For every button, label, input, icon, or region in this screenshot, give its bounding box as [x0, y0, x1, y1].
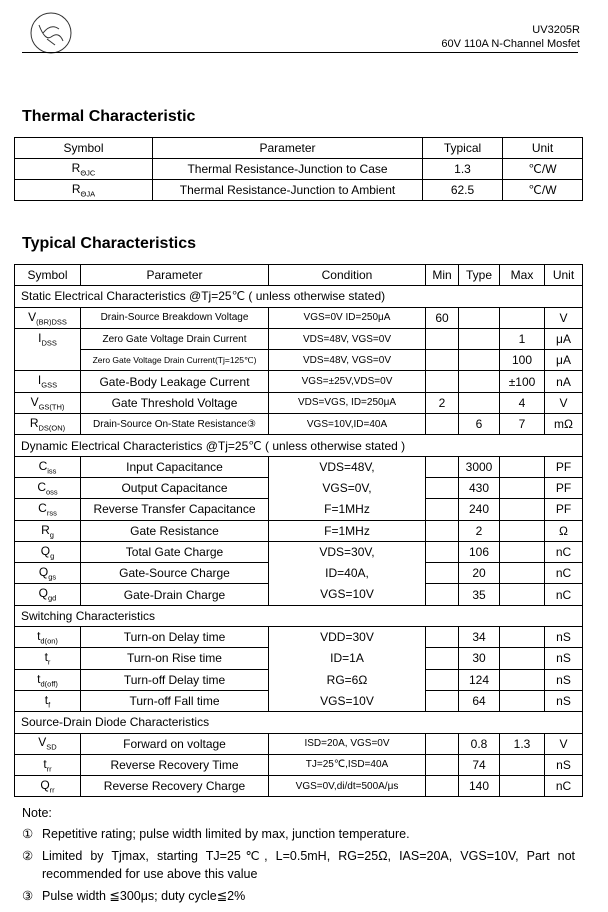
col-header: Symbol	[15, 138, 153, 159]
note-1	[22, 826, 410, 841]
unit-cell: V	[545, 733, 583, 754]
unit-cell: μA	[545, 350, 583, 371]
condition-cell: TJ=25℃,ISD=40A	[269, 754, 426, 775]
condition-cell: VDS=VGS, ID=250μA	[269, 392, 426, 413]
max-cell	[500, 584, 545, 605]
note-text: Repetitive rating; pulse width limited by max, junction temperature.	[42, 827, 410, 841]
typ-cell: 140	[459, 776, 500, 797]
min-cell	[426, 776, 459, 797]
table-row	[15, 477, 583, 498]
condition-cell: VDS=30V,	[269, 541, 426, 562]
notes-title: Note:	[22, 806, 52, 820]
typ-cell	[459, 371, 500, 392]
table-row	[15, 371, 583, 392]
max-cell	[500, 541, 545, 562]
table-row	[15, 754, 583, 775]
min-cell	[426, 371, 459, 392]
symbol-cell: $t_{rr}$	[15, 754, 81, 775]
parameter-cell: Drain-Source On-State Resistance③	[81, 414, 269, 435]
min-cell	[426, 477, 459, 498]
min-cell: 60	[426, 307, 459, 328]
min-cell	[426, 563, 459, 584]
max-cell: 4	[500, 392, 545, 413]
max-cell	[500, 499, 545, 520]
unit-cell: V	[545, 307, 583, 328]
parameter-cell: Turn-on Rise time	[81, 648, 269, 669]
min-cell	[426, 350, 459, 371]
typ-cell: 64	[459, 690, 500, 711]
max-cell: ±100	[500, 371, 545, 392]
min-cell	[426, 733, 459, 754]
symbol-cell: $Q_{gs}$	[15, 563, 81, 584]
company-logo	[29, 11, 73, 55]
max-cell: 7	[500, 414, 545, 435]
parameter-cell: Total Gate Charge	[81, 541, 269, 562]
min-cell	[426, 541, 459, 562]
typical-characteristics-table	[14, 264, 583, 797]
table-row	[15, 159, 583, 180]
parameter-cell: Gate-Source Charge	[81, 563, 269, 584]
symbol-cell: $V_{(BR)DSS}$	[15, 307, 81, 328]
section-heading: Switching Characteristics	[15, 605, 583, 626]
condition-cell: VGS=10V	[269, 584, 426, 605]
min-cell	[426, 648, 459, 669]
symbol-cell: $I_{DSS}$	[15, 328, 81, 349]
max-cell	[500, 456, 545, 477]
typ-cell	[459, 392, 500, 413]
parameter-cell: Gate Threshold Voltage	[81, 392, 269, 413]
symbol-cell: $C_{rss}$	[15, 499, 81, 520]
section-heading: Static Electrical Characteristics @Tj=25℃ ( unless otherwise stated)	[15, 286, 583, 307]
table-row	[15, 350, 583, 371]
max-cell	[500, 754, 545, 775]
min-cell	[426, 627, 459, 648]
note-marker: ②	[22, 849, 34, 863]
symbol-cell: $C_{oss}$	[15, 477, 81, 498]
col-header: Symbol	[15, 265, 81, 286]
unit-cell: nS	[545, 690, 583, 711]
condition-cell: VGS=10V,ID=40A	[269, 414, 426, 435]
unit-cell: PF	[545, 456, 583, 477]
unit-cell: nC	[545, 541, 583, 562]
unit-cell: μA	[545, 328, 583, 349]
max-cell	[500, 690, 545, 711]
table-row	[15, 690, 583, 711]
typ-cell: 30	[459, 648, 500, 669]
typ-cell: 0.8	[459, 733, 500, 754]
parameter-cell: Input Capacitance	[81, 456, 269, 477]
condition-cell: VGS=0V,	[269, 477, 426, 498]
max-cell	[500, 669, 545, 690]
col-header: Type	[459, 265, 500, 286]
table-row	[15, 520, 583, 541]
note-text: recommended for use above this value	[42, 867, 258, 881]
symbol-cell: $R_{\Theta JA}$	[15, 180, 153, 201]
condition-cell: VDS=48V, VGS=0V	[269, 350, 426, 371]
symbol-cell: $t_{d(off)}$	[15, 669, 81, 690]
min-cell	[426, 584, 459, 605]
condition-cell: ISD=20A, VGS=0V	[269, 733, 426, 754]
max-cell: 1	[500, 328, 545, 349]
typ-cell: 124	[459, 669, 500, 690]
parameter-cell: Gate-Body Leakage Current	[81, 371, 269, 392]
unit-cell: PF	[545, 499, 583, 520]
min-cell	[426, 669, 459, 690]
typ-cell: 3000	[459, 456, 500, 477]
min-cell	[426, 456, 459, 477]
table-row	[15, 392, 583, 413]
table-row	[15, 456, 583, 477]
table-row	[15, 669, 583, 690]
col-header: Typical	[423, 138, 503, 159]
typical-cell: 62.5	[423, 180, 503, 201]
note-marker: ①	[22, 827, 34, 841]
unit-cell: V	[545, 392, 583, 413]
unit-cell: nS	[545, 754, 583, 775]
table-row	[15, 307, 583, 328]
unit-cell: PF	[545, 477, 583, 498]
table-header-row	[15, 138, 583, 159]
symbol-cell	[15, 350, 81, 371]
table-row	[15, 414, 583, 435]
typ-cell: 6	[459, 414, 500, 435]
table-row	[15, 584, 583, 605]
parameter-cell: Thermal Resistance-Junction to Ambient	[153, 180, 423, 201]
parameter-cell: Reverse Recovery Time	[81, 754, 269, 775]
typ-cell: 34	[459, 627, 500, 648]
note-text: Pulse width ≦300μs; duty cycle≦2%	[42, 889, 246, 903]
symbol-cell: $R_g$	[15, 520, 81, 541]
parameter-cell: Reverse Transfer Capacitance	[81, 499, 269, 520]
unit-cell: nC	[545, 584, 583, 605]
condition-cell: VGS=0V ID=250μA	[269, 307, 426, 328]
condition-cell: VDD=30V	[269, 627, 426, 648]
col-header: Unit	[545, 265, 583, 286]
typ-cell: 74	[459, 754, 500, 775]
section-heading-row	[15, 605, 583, 626]
unit-cell: nS	[545, 627, 583, 648]
symbol-cell: $t_f$	[15, 690, 81, 711]
parameter-cell: Thermal Resistance-Junction to Case	[153, 159, 423, 180]
condition-cell: ID=40A,	[269, 563, 426, 584]
table-row	[15, 499, 583, 520]
min-cell	[426, 754, 459, 775]
section-heading-row	[15, 712, 583, 733]
thermal-title: Thermal Characteristic	[22, 108, 196, 125]
condition-cell: VDS=48V,	[269, 456, 426, 477]
min-cell	[426, 328, 459, 349]
header-divider	[22, 52, 578, 53]
unit-cell: nC	[545, 776, 583, 797]
table-row	[15, 627, 583, 648]
table-row	[15, 733, 583, 754]
parameter-cell: Zero Gate Voltage Drain Current(Tj=125℃)	[81, 350, 269, 371]
part-number: UV3205R	[532, 24, 580, 36]
table-row	[15, 776, 583, 797]
unit-cell: ℃/W	[503, 180, 583, 201]
symbol-cell: $Q_g$	[15, 541, 81, 562]
unit-cell: nA	[545, 371, 583, 392]
symbol-cell: $Q_{gd}$	[15, 584, 81, 605]
table-row	[15, 648, 583, 669]
note-marker: ③	[22, 889, 34, 903]
table-row	[15, 563, 583, 584]
symbol-cell: $V_{SD}$	[15, 733, 81, 754]
col-header: Condition	[269, 265, 426, 286]
section-heading-row	[15, 435, 583, 456]
parameter-cell: Zero Gate Voltage Drain Current	[81, 328, 269, 349]
symbol-cell: $I_{GSS}$	[15, 371, 81, 392]
typ-cell: 35	[459, 584, 500, 605]
note-2-continued	[22, 867, 257, 881]
max-cell: 1.3	[500, 733, 545, 754]
typ-cell: 106	[459, 541, 500, 562]
parameter-cell: Gate-Drain Charge	[81, 584, 269, 605]
max-cell	[500, 307, 545, 328]
max-cell	[500, 477, 545, 498]
symbol-cell: $V_{GS(TH)}$	[15, 392, 81, 413]
unit-cell: nC	[545, 563, 583, 584]
symbol-cell: $R_{\Theta JC}$	[15, 159, 153, 180]
condition-cell: VDS=48V, VGS=0V	[269, 328, 426, 349]
min-cell	[426, 690, 459, 711]
parameter-cell: Turn-off Fall time	[81, 690, 269, 711]
parameter-cell: Turn-off Delay time	[81, 669, 269, 690]
symbol-cell: $t_{d(on)}$	[15, 627, 81, 648]
min-cell	[426, 414, 459, 435]
unit-cell: nS	[545, 669, 583, 690]
col-header: Parameter	[153, 138, 423, 159]
symbol-cell: $t_r$	[15, 648, 81, 669]
unit-cell: mΩ	[545, 414, 583, 435]
max-cell	[500, 520, 545, 541]
symbol-cell: $C_{iss}$	[15, 456, 81, 477]
parameter-cell: Turn-on Delay time	[81, 627, 269, 648]
table-row	[15, 328, 583, 349]
col-header: Parameter	[81, 265, 269, 286]
condition-cell: VGS=±25V,VDS=0V	[269, 371, 426, 392]
condition-cell: F=1MHz	[269, 499, 426, 520]
max-cell: 100	[500, 350, 545, 371]
typ-cell: 20	[459, 563, 500, 584]
parameter-cell: Gate Resistance	[81, 520, 269, 541]
typ-cell: 430	[459, 477, 500, 498]
section-heading: Source-Drain Diode Characteristics	[15, 712, 583, 733]
typical-cell: 1.3	[423, 159, 503, 180]
min-cell: 2	[426, 392, 459, 413]
typ-cell	[459, 350, 500, 371]
symbol-cell: $Q_{rr}$	[15, 776, 81, 797]
unit-cell: nS	[545, 648, 583, 669]
parameter-cell: Output Capacitance	[81, 477, 269, 498]
note-2	[22, 848, 575, 863]
thermal-table	[14, 137, 583, 201]
condition-cell: RG=6Ω	[269, 669, 426, 690]
condition-cell: VGS=0V,di/dt=500A/μs	[269, 776, 426, 797]
col-header: Max	[500, 265, 545, 286]
section-heading-row	[15, 286, 583, 307]
unit-cell: ℃/W	[503, 159, 583, 180]
typ-cell: 240	[459, 499, 500, 520]
typical-title: Typical Characteristics	[22, 235, 197, 252]
typ-cell	[459, 328, 500, 349]
col-header: Min	[426, 265, 459, 286]
parameter-cell: Forward on voltage	[81, 733, 269, 754]
max-cell	[500, 627, 545, 648]
condition-cell: ID=1A	[269, 648, 426, 669]
table-row	[15, 180, 583, 201]
max-cell	[500, 776, 545, 797]
parameter-cell: Drain-Source Breakdown Voltage	[81, 307, 269, 328]
part-description: 60V 110A N-Channel Mosfet	[441, 38, 580, 50]
condition-cell: F=1MHz	[269, 520, 426, 541]
max-cell	[500, 648, 545, 669]
min-cell	[426, 499, 459, 520]
parameter-cell: Reverse Recovery Charge	[81, 776, 269, 797]
table-header-row	[15, 265, 583, 286]
unit-cell: Ω	[545, 520, 583, 541]
max-cell	[500, 563, 545, 584]
typ-cell: 2	[459, 520, 500, 541]
col-header: Unit	[503, 138, 583, 159]
condition-cell: VGS=10V	[269, 690, 426, 711]
typ-cell	[459, 307, 500, 328]
section-heading: Dynamic Electrical Characteristics @Tj=25℃ ( unless otherwise stated )	[15, 435, 583, 456]
note-3	[22, 888, 245, 903]
min-cell	[426, 520, 459, 541]
note-text: Limited by Tjmax, starting TJ=25℃, L=0.5mH, RG=25Ω, IAS=20A, VGS=10V, Part not	[42, 849, 575, 863]
table-row	[15, 541, 583, 562]
symbol-cell: $R_{DS(ON)}$	[15, 414, 81, 435]
